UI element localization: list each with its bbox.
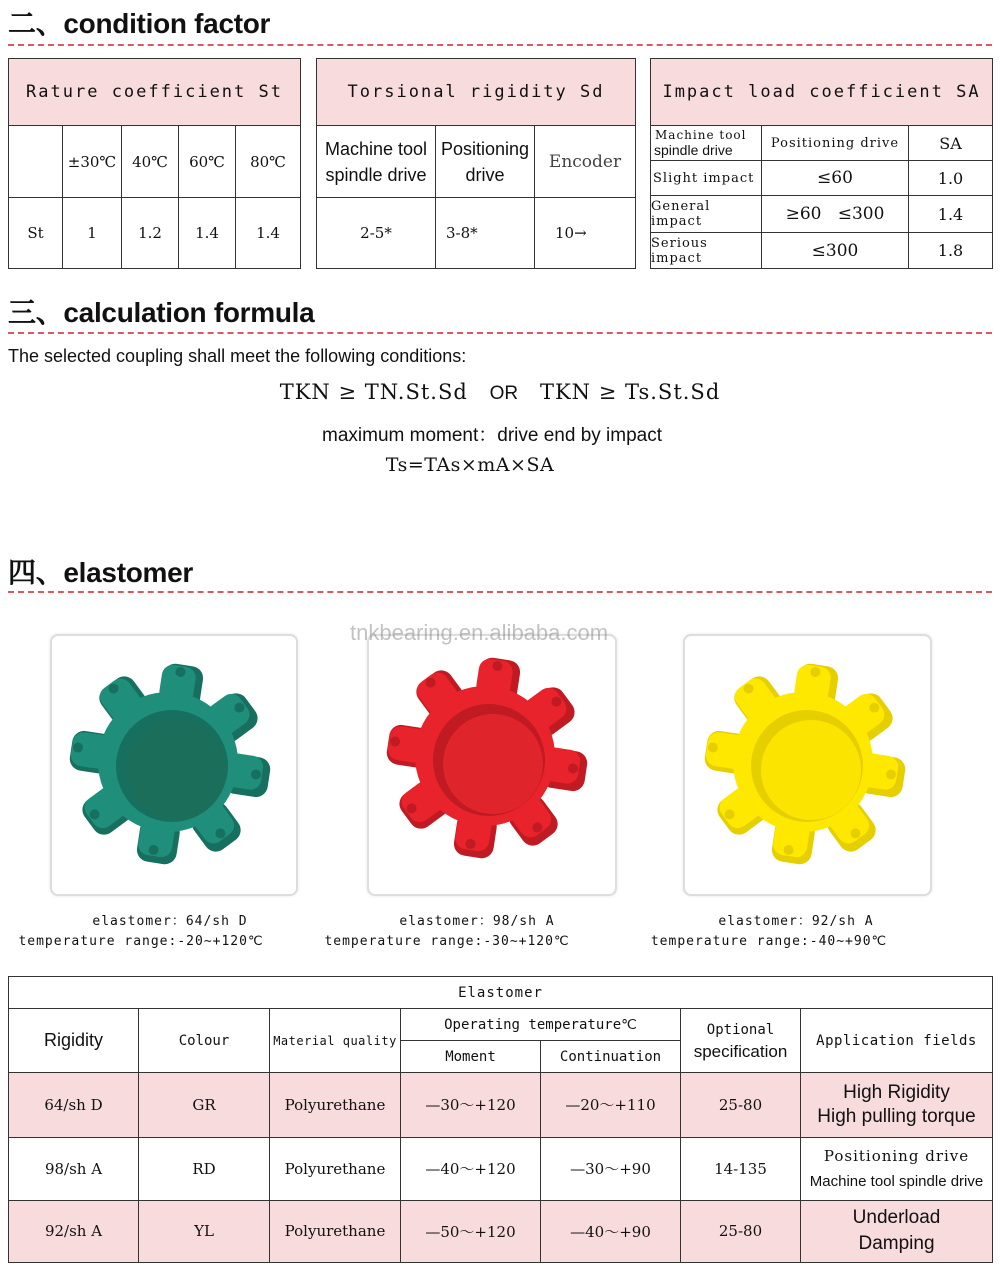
lobe-dimple <box>109 684 119 694</box>
table-cell: 2-5* <box>317 198 436 269</box>
section-heading-condition-factor: 二、condition factor <box>8 8 271 39</box>
cell-moment: —50～+120 <box>401 1200 541 1262</box>
cell-colour: YL <box>139 1200 270 1262</box>
column-header-colour: Colour <box>139 1009 270 1073</box>
elastomer-photo-red <box>367 634 617 896</box>
table-header: Positioning drive <box>762 126 909 161</box>
table-cell: 1.4 <box>909 196 993 233</box>
dashed-divider <box>8 332 992 334</box>
table-header: SA <box>909 126 993 161</box>
table-cell: ≥60 ≤300 <box>762 196 909 233</box>
section-heading-calculation-formula: 三、calculation formula <box>8 297 315 328</box>
lobe-dimple <box>73 743 83 753</box>
table-header <box>651 126 762 161</box>
application-line: High pulling torque <box>817 1105 976 1127</box>
header-line: spindle drive <box>654 142 733 158</box>
table-cell: 1.4 <box>179 198 236 269</box>
caption-line: elastomer：64/sh D <box>92 914 248 929</box>
cell-spec: 14-135 <box>681 1137 801 1200</box>
lobe-dimple <box>551 697 561 707</box>
table-cell: General impact <box>651 196 762 233</box>
formula-line-3: Ts=TAs×mA×SA <box>385 454 555 476</box>
header-line: specification <box>693 1041 788 1061</box>
table-title: Torsional rigidity Sd <box>317 59 636 126</box>
formula-intro: The selected coupling shall meet the following conditions: <box>8 346 467 366</box>
table-cell: 3-8* <box>436 198 535 269</box>
cell-continuation: —40～+90 <box>541 1200 681 1262</box>
cell-rigidity: 98/sh A <box>9 1137 139 1200</box>
dashed-divider <box>8 44 992 46</box>
table-header: 60℃ <box>179 126 236 198</box>
cell-colour: RD <box>139 1137 270 1200</box>
application-line: High Rigidity <box>843 1081 950 1103</box>
column-header-material: Material quality <box>270 1009 401 1073</box>
elastomer-table <box>8 976 993 1263</box>
lobe-dimple <box>215 828 225 838</box>
spider-coupling-red-icon <box>369 636 615 894</box>
caption-line: temperature range:-20~+120℃ <box>18 934 264 949</box>
caption-line: elastomer：98/sh A <box>399 914 555 929</box>
cell-spec: 25-80 <box>681 1200 801 1262</box>
cell-application <box>801 1137 993 1200</box>
column-header-moment: Moment <box>401 1041 541 1073</box>
table-header <box>9 126 63 198</box>
caption-line: temperature range:-30~+120℃ <box>324 934 570 949</box>
table-cell: 1.8 <box>909 233 993 269</box>
table-row <box>9 1137 993 1200</box>
table-cell: Serious impact <box>651 233 762 269</box>
application-line: Damping <box>858 1233 935 1255</box>
cell-continuation: —20～+110 <box>541 1073 681 1137</box>
lobe-dimple <box>251 769 261 779</box>
cell-material: Polyurethane <box>270 1073 401 1137</box>
lobe-dimple <box>492 661 502 671</box>
table-header: 80℃ <box>236 126 301 198</box>
table-cell: St <box>9 198 63 269</box>
formula-left: TKN ≥ TN.St.Sd <box>279 380 468 404</box>
cell-material: Polyurethane <box>270 1137 401 1200</box>
table-cell: 1.4 <box>236 198 301 269</box>
lobe-dimple <box>149 845 159 855</box>
lobe-dimple <box>175 667 185 677</box>
cell-application <box>801 1073 993 1137</box>
table-header: ±30℃ <box>63 126 122 198</box>
lobe-dimple <box>850 828 860 838</box>
section-heading-elastomer: 四、elastomer <box>8 557 193 588</box>
cell-rigidity: 64/sh D <box>9 1073 139 1137</box>
table-header: Positioning drive <box>436 126 535 198</box>
column-header-rigidity: Rigidity <box>9 1009 139 1073</box>
table-title: Elastomer <box>9 977 993 1009</box>
table-cell: 10→ <box>535 198 636 269</box>
lobe-dimple <box>784 845 794 855</box>
header-line: Optional <box>706 1021 775 1038</box>
table-header: 40℃ <box>122 126 179 198</box>
lobe-dimple <box>426 678 436 688</box>
lobe-dimple <box>407 803 417 813</box>
formula-right: TKN ≥ Ts.St.Sd <box>539 380 721 404</box>
caption-line: elastomer：92/sh A <box>718 914 874 929</box>
column-header-application: Application fields <box>801 1009 993 1073</box>
elastomer-photo-yellow <box>683 634 932 896</box>
dashed-divider <box>8 591 992 593</box>
cell-moment: —30～+120 <box>401 1073 541 1137</box>
table-cell: ≤60 <box>762 161 909 196</box>
lobe-dimple <box>810 667 820 677</box>
cell-spec: 25-80 <box>681 1073 801 1137</box>
spider-coupling-green-icon <box>52 636 296 894</box>
formula-line-2: maximum moment：drive end by impact <box>322 425 662 446</box>
torsional-rigidity-table <box>316 58 636 269</box>
table-cell: 1.2 <box>122 198 179 269</box>
lobe-dimple <box>532 822 542 832</box>
rature-coefficient-table <box>8 58 301 269</box>
watermark: tnkbearing.en.alibaba.com <box>350 620 609 645</box>
spider-hub <box>761 720 861 820</box>
lobe-dimple <box>886 769 896 779</box>
cell-continuation: —30～+90 <box>541 1137 681 1200</box>
table-title: Rature coefficient St <box>9 59 301 126</box>
lobe-dimple <box>568 763 578 773</box>
lobe-dimple <box>869 703 879 713</box>
table-title: Impact load coefficient SA <box>651 59 993 126</box>
spider-hub <box>126 720 226 820</box>
table-row <box>9 1073 993 1137</box>
cell-colour: GR <box>139 1073 270 1137</box>
table-cell: Slight impact <box>651 161 762 196</box>
caption-line: temperature range:-40~+90℃ <box>650 934 888 949</box>
header-line: Machine tool <box>655 128 747 142</box>
table-cell: 1 <box>63 198 122 269</box>
spider-hub <box>443 714 543 814</box>
table-header: Encoder <box>535 126 636 198</box>
column-header-optional <box>681 1009 801 1073</box>
lobe-dimple <box>708 743 718 753</box>
application-line: Underload <box>852 1207 941 1229</box>
column-header-operating: Operating temperature℃ <box>401 1009 681 1041</box>
lobe-dimple <box>234 703 244 713</box>
lobe-dimple <box>390 737 400 747</box>
column-header-continuation: Continuation <box>541 1041 681 1073</box>
cell-material: Polyurethane <box>270 1200 401 1262</box>
elastomer-photo-green <box>50 634 298 896</box>
cell-moment: —40～+120 <box>401 1137 541 1200</box>
cell-application <box>801 1200 993 1262</box>
cell-rigidity: 92/sh A <box>9 1200 139 1262</box>
spider-coupling-yellow-icon <box>685 636 930 894</box>
formula-or: OR <box>489 383 519 404</box>
lobe-dimple <box>744 684 754 694</box>
table-header: Machine tool spindle drive <box>317 126 436 198</box>
application-line: Positioning drive <box>823 1146 970 1165</box>
formula-line-1 <box>0 380 1000 405</box>
lobe-dimple <box>725 809 735 819</box>
table-cell: 1.0 <box>909 161 993 196</box>
table-row <box>9 1200 993 1262</box>
table-cell: ≤300 <box>762 233 909 269</box>
lobe-dimple <box>90 809 100 819</box>
lobe-dimple <box>466 839 476 849</box>
impact-load-table <box>650 58 993 269</box>
application-line: Machine tool spindle drive <box>809 1172 984 1190</box>
